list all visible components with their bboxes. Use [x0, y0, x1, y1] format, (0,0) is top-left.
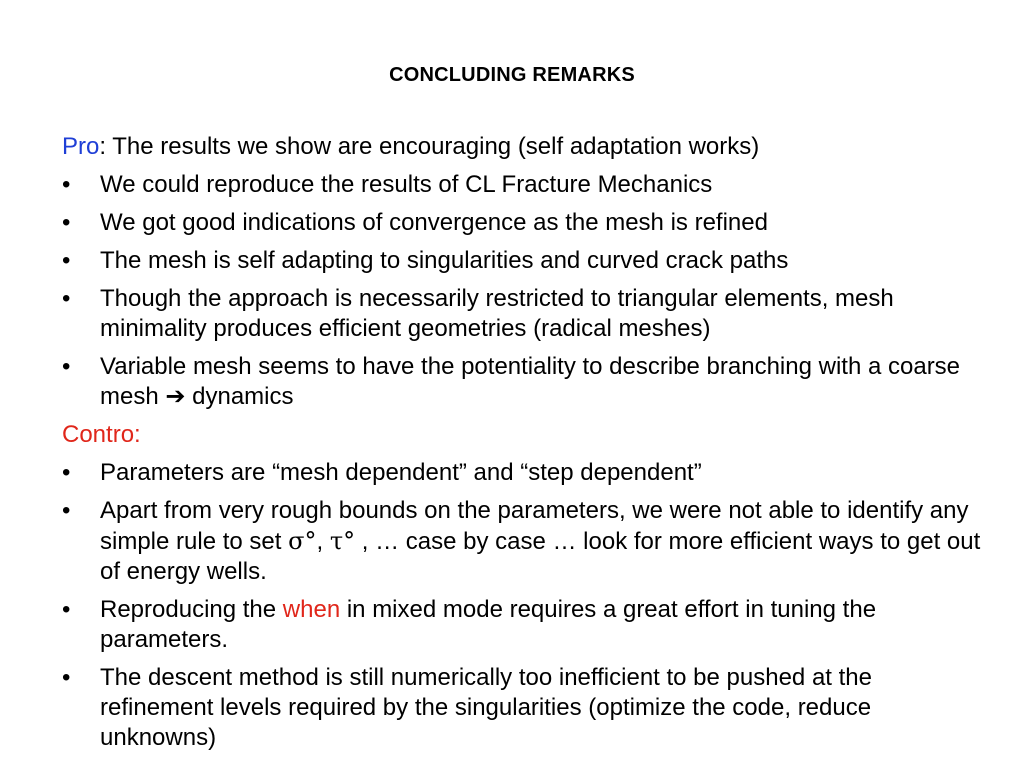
pro-colon: :	[99, 133, 107, 160]
list-item	[62, 208, 982, 238]
bullet-point: •	[62, 209, 71, 236]
text-fragment: ,	[316, 528, 330, 555]
contro-section-heading	[62, 420, 982, 450]
list-item-text: The mesh is self adapting to singularities and curved crack paths	[100, 247, 789, 274]
pro-label: Pro	[62, 133, 100, 160]
list-item	[62, 496, 982, 587]
list-item	[62, 595, 982, 655]
list-item	[62, 246, 982, 276]
list-item-text	[100, 596, 876, 653]
list-item-text: We could reproduce the results of CL Fracture Mechanics	[100, 171, 713, 198]
text-fragment: , … case by case … look for more efficient ways to get out of energy wells.	[100, 528, 981, 585]
slide-content	[62, 132, 982, 761]
list-item	[62, 170, 982, 200]
bullet-point: •	[62, 459, 71, 486]
bullet-point: •	[62, 497, 71, 524]
slide-title: CONCLUDING REMARKS	[389, 64, 635, 86]
sigma-symbol: σ°	[288, 527, 317, 555]
list-item	[62, 458, 982, 488]
list-item	[62, 284, 982, 344]
text-fragment: Reproducing the	[100, 596, 283, 623]
contro-label: Contro:	[62, 421, 141, 448]
emphasis-when: when	[282, 596, 341, 623]
pro-section-heading	[62, 132, 982, 162]
text-fragment: in mixed mode requires a great effort in tuning the parameters.	[100, 596, 877, 653]
bullet-point: •	[62, 247, 71, 274]
bullet-point: •	[62, 285, 71, 312]
list-item-text: Variable mesh seems to have the potentiality to describe branching with a coarse mesh ➔ dynamics	[100, 353, 961, 410]
list-item-text: Though the approach is necessarily restricted to triangular elements, mesh minimality produces efficient geometries (radical meshes)	[100, 285, 894, 342]
bullet-point: •	[62, 171, 71, 198]
list-item	[62, 663, 982, 753]
contro-list	[62, 458, 982, 753]
list-item-text: Parameters are “mesh dependent” and “step dependent”	[100, 459, 702, 486]
tau-symbol: τ°	[329, 527, 356, 555]
text-fragment: Apart from very rough bounds on the parameters, we were not able to identify any simple rule to set	[100, 497, 969, 555]
list-item-text: The descent method is still numerically too inefficient to be pushed at the refinement levels required by the singularities (optimize the code, reduce unknowns)	[100, 664, 872, 751]
bullet-point: •	[62, 596, 71, 623]
pro-list	[62, 170, 982, 412]
list-item-text: We got good indications of convergence as the mesh is refined	[100, 209, 768, 236]
bullet-point: •	[62, 353, 71, 380]
pro-intro: The results we show are encouraging (self adaptation works)	[106, 133, 760, 160]
list-item-text	[100, 497, 980, 585]
bullet-point: •	[62, 664, 71, 691]
list-item	[62, 352, 982, 412]
